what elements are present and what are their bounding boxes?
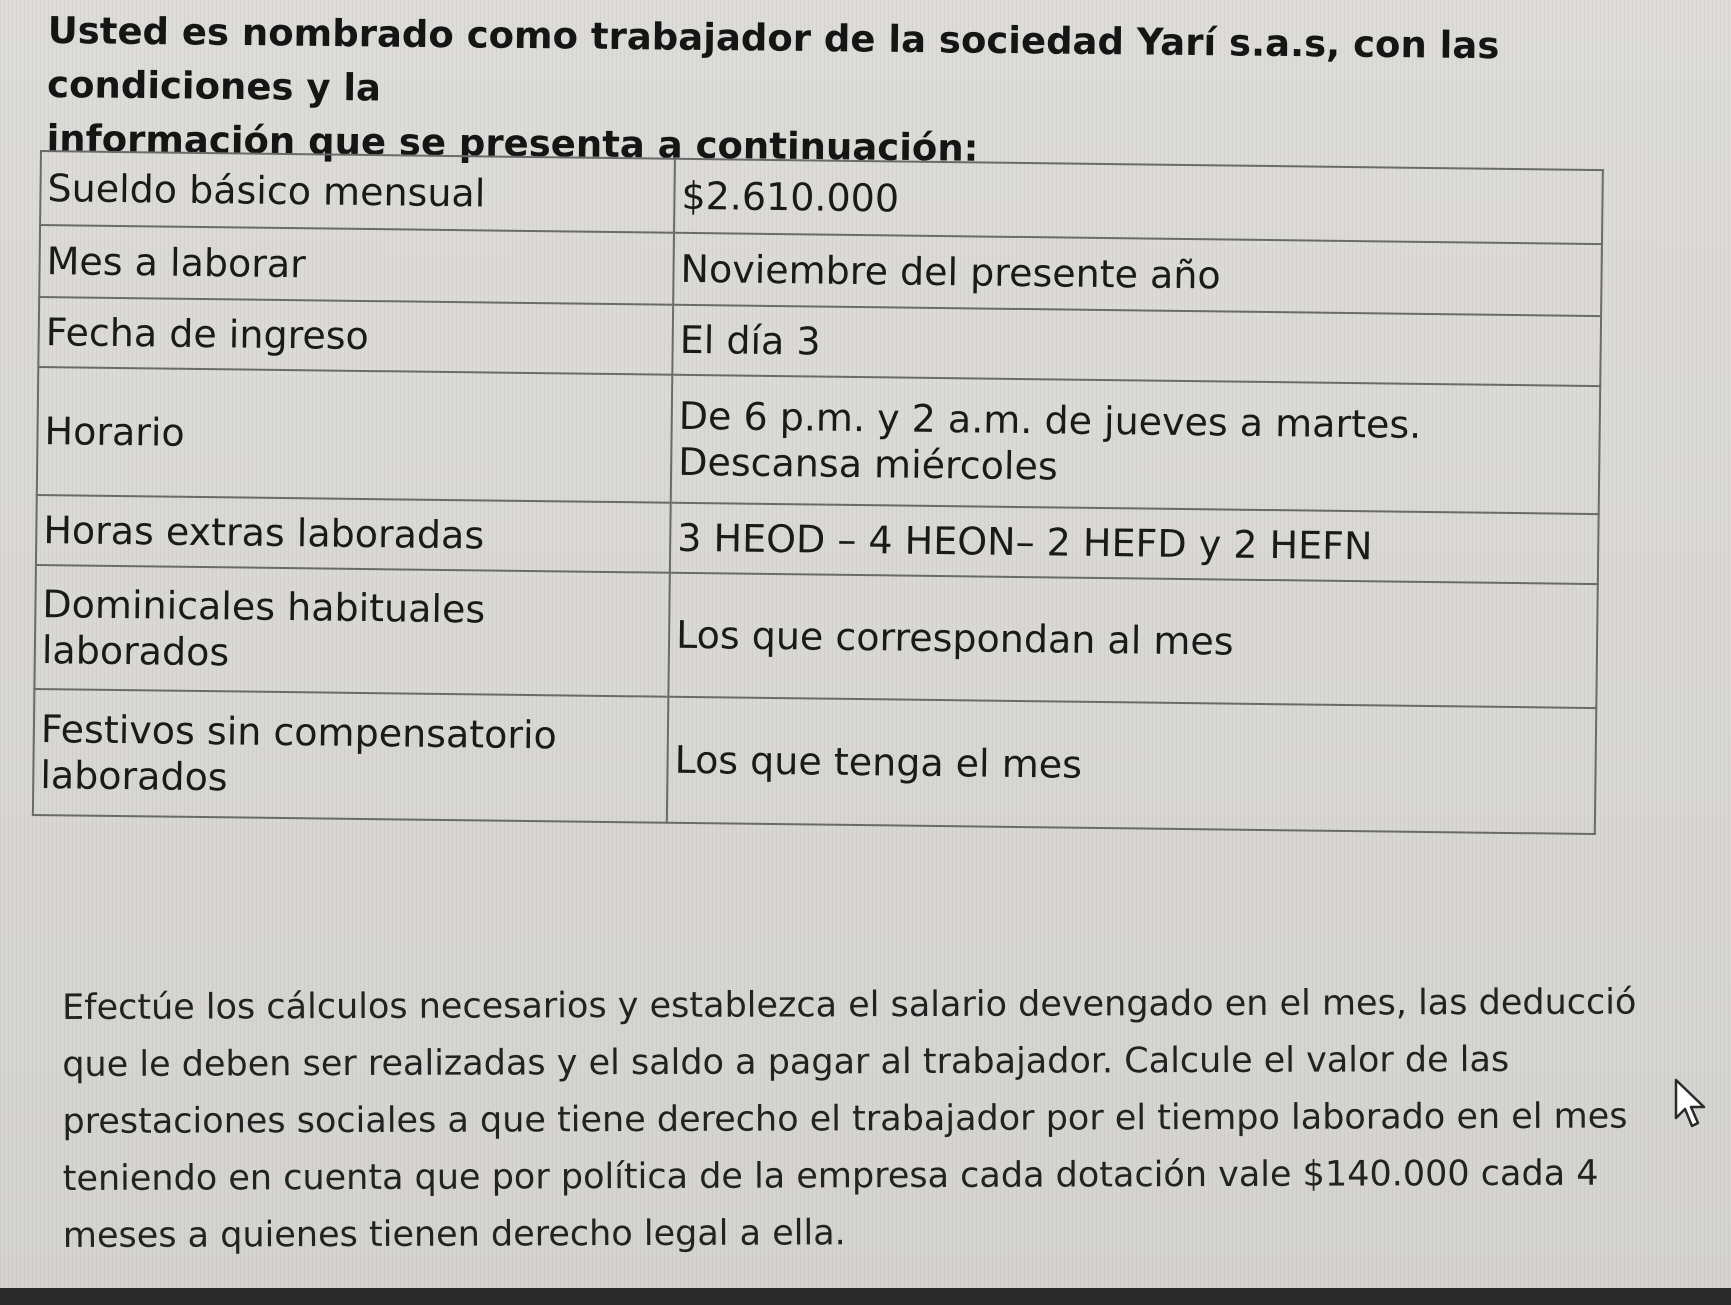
row-label: Dominicales habituales laborados [34,565,669,697]
instructions-paragraph [62,974,1731,1265]
instructions-line: prestaciones sociales a que tiene derecho el trabajador por el tiempo laborado en el mes [62,1096,1628,1142]
row-label: Fecha de ingreso [38,297,673,375]
table-row [34,565,1597,708]
table-row [37,367,1600,514]
instructions-line: que le deben ser realizadas y el saldo a pagar al trabajador. Calcule el valor de las [62,1039,1510,1085]
row-label: Horario [37,367,673,503]
row-value: Los que tenga el mes [667,697,1596,834]
conditions-table [32,150,1604,835]
row-value: De 6 p.m. y 2 a.m. de jueves a martes. Descansa miércoles [671,375,1600,514]
row-label: Mes a laborar [39,225,674,305]
row-value: $2.610.000 [674,159,1603,244]
row-label: Sueldo básico mensual [40,151,675,233]
screen-bezel-edge [0,1288,1731,1305]
intro-paragraph: Usted es nombrado como trabajador de la sociedad Yarí s.a.s, con las condiciones y la información que se presenta a continuación: [46,8,1500,170]
row-value: Los que correspondan al mes [668,573,1597,708]
row-value: Noviembre del presente año [673,233,1602,316]
instructions-line: teniendo en cuenta que por política de la empresa cada dotación vale $140.000 cada 4 [62,1153,1599,1199]
instructions-line: meses a quienes tienen derecho legal a ella. [62,1213,846,1256]
instructions-line: Efectúe los cálculos necesarios y establezca el salario devengado en el mes, las deducció [62,982,1637,1028]
row-label: Festivos sin compensatorio laborados [33,689,668,823]
row-value: El día 3 [672,305,1601,386]
mouse-pointer-icon [1672,1078,1712,1130]
conditions-table-wrapper [32,150,1604,835]
table-row [33,689,1596,834]
row-label: Horas extras laboradas [36,495,671,573]
row-value: 3 HEOD – 4 HEON– 2 HEFD y 2 HEFN [670,503,1599,584]
